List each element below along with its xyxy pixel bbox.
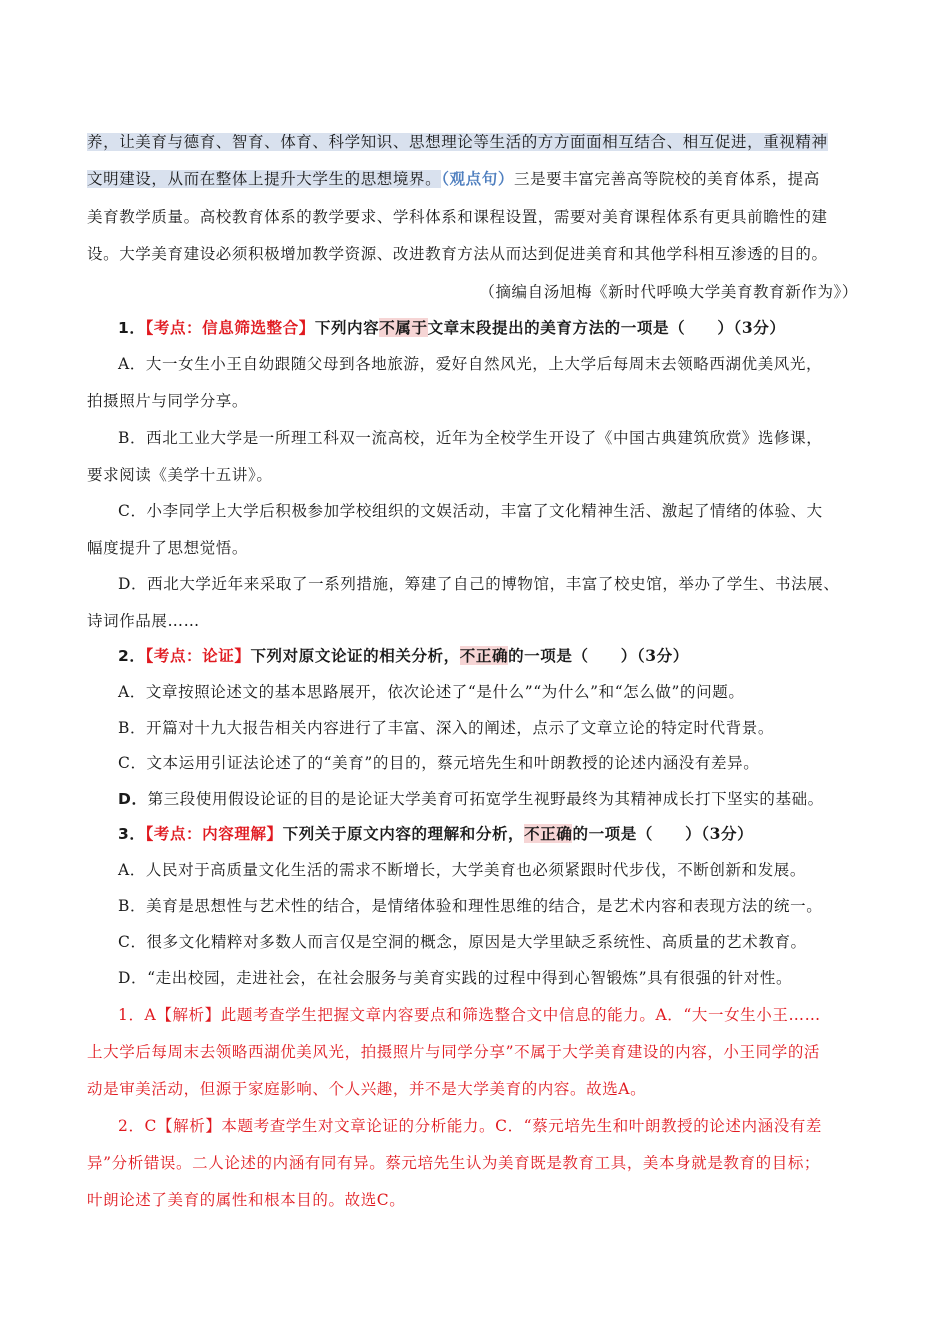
stem-text: 下列内容 [314, 318, 380, 337]
question-2-stem [118, 644, 689, 666]
q1-option-d: D．西北大学近年来采取了一系列措施，筹建了自己的博物馆，丰富了校史馆，举办了学生、书法展、 [118, 575, 840, 593]
question-1-stem [118, 316, 785, 338]
passage-line-4: 设。大学美育建设必须积极增加教学资源、改进教育方法从而达到促进美育和其他学科相互渗透的目的。 [87, 245, 828, 263]
q2-option-b: B．开篇对十九大报告相关内容进行了丰富、深入的阐述，点示了文章立论的特定时代背景。 [118, 719, 774, 737]
stem-text: 的一项是（ ）（3分） [572, 824, 754, 843]
topic-tag: 【考点：信息筛选整合】 [145, 318, 315, 337]
stem-text: 的一项是（ ）（3分） [508, 646, 689, 665]
q1-option-d-cont: 诗词作品展…… [87, 612, 200, 630]
q3-option-b: B．美育是思想性与艺术性的结合，是情绪体验和理性思维的结合，是艺术内容和表现方法的统一。 [118, 897, 823, 915]
q1-option-a-cont: 拍摄照片与同学分享。 [87, 392, 249, 410]
q1-option-c: C．小李同学上大学后积极参加学校组织的文娱活动，丰富了文化精神生活、激起了情绪的体验、大 [118, 502, 823, 520]
answer-2-line-3: 叶朗论述了美育的属性和根本目的。故选C。 [87, 1191, 406, 1209]
q1-option-c-cont: 幅度提升了思想觉悟。 [87, 539, 249, 557]
viewpoint-tag: （观点句） [441, 169, 514, 188]
answer-1-line-3: 动是审美活动，但源于家庭影响、个人兴趣，并不是大学美育的内容。故选A。 [87, 1080, 647, 1098]
question-3-stem [118, 822, 753, 844]
question-number: 2． [118, 647, 146, 665]
highlighted-text: 文明建设，从而在整体上提升大学生的思想境界。 [87, 170, 442, 188]
answer-2-line-1: 2．C【解析】本题考查学生对文章论证的分析能力。C．“蔡元培先生和叶朗教授的论述内涵没有差 [118, 1117, 823, 1135]
key-phrase: 不正确 [524, 824, 573, 843]
q2-option-a: A．文章按照论述文的基本思路展开，依次论述了“是什么”“为什么”和“怎么做”的问题。 [118, 683, 745, 701]
answer-1-line-1: 1．A【解析】此题考查学生把握文章内容要点和筛选整合文中信息的能力。A．“大一女生小王…… [118, 1006, 821, 1024]
topic-tag: 【考点：内容理解】 [145, 824, 283, 843]
passage-text: 三是要丰富完善高等院校的美育体系，提高 [513, 170, 820, 188]
q1-option-b: B．西北工业大学是一所理工科双一流高校，近年为全校学生开设了《中国古典建筑欣赏》选修课， [118, 429, 823, 447]
passage-line-1 [87, 130, 828, 152]
question-number: 3． [118, 825, 146, 843]
q2-option-c: C．文本运用引证法论述了的“美育”的目的，蔡元培先生和叶朗教授的论述内涵没有差异。 [118, 754, 760, 772]
stem-text: 下列关于原文内容的理解和分析， [282, 824, 525, 843]
q1-option-b-cont: 要求阅读《美学十五讲》。 [87, 466, 273, 484]
q3-option-a: A．人民对于高质量文化生活的需求不断增长，大学美育也必须紧跟时代步伐，不断创新和发展。 [118, 861, 806, 879]
passage-line-3: 美育教学质量。高校教育体系的教学要求、学科体系和课程设置，需要对美育课程体系有更具前瞻性的建 [87, 208, 828, 226]
q1-option-a: A．大一女生小王自幼跟随父母到各地旅游，爱好自然风光，上大学后每周末去领略西湖优美风光， [118, 355, 823, 373]
q2-option-d [118, 787, 824, 809]
option-text: 第三段使用假设论证的目的是论证大学美育可拓宽学生视野最终为其精神成长打下坚实的基础。 [147, 790, 824, 808]
stem-text: 文章末段提出的美育方法的一项是（ ）（3分） [427, 318, 786, 337]
highlighted-text: 养，让美育与德育、智育、体育、科学知识、思想理论等生活的方方面面相互结合、相互促进，重视精神 [87, 133, 828, 151]
passage-line-2 [87, 167, 820, 189]
answer-1-line-2: 上大学后每周末去领略西湖优美风光，拍摄照片与同学分享”不属于大学美育建设的内容，小王同学的活 [87, 1043, 821, 1061]
q3-option-c: C．很多文化精粹对多数人而言仅是空洞的概念，原因是大学里缺乏系统性、高质量的艺术教育。 [118, 933, 807, 951]
topic-tag: 【考点：论证】 [145, 646, 251, 665]
question-number: 1． [118, 319, 146, 337]
q3-option-d: D．“走出校园，走进社会，在社会服务与美育实践的过程中得到心智锻炼”具有很强的针对性。 [118, 969, 793, 987]
key-phrase: 不正确 [459, 646, 509, 665]
stem-text: 下列对原文论证的相关分析， [250, 646, 460, 665]
source-citation: （摘编自汤旭梅《新时代呼唤大学美育教育新作为》） [479, 283, 858, 301]
answer-2-line-2: 异”分析错误。二人论述的内涵有同有异。蔡元培先生认为美育既是教育工具，美本身就是教育的目标； [87, 1154, 821, 1172]
key-phrase: 不属于 [379, 318, 428, 337]
option-label: D． [118, 790, 148, 808]
